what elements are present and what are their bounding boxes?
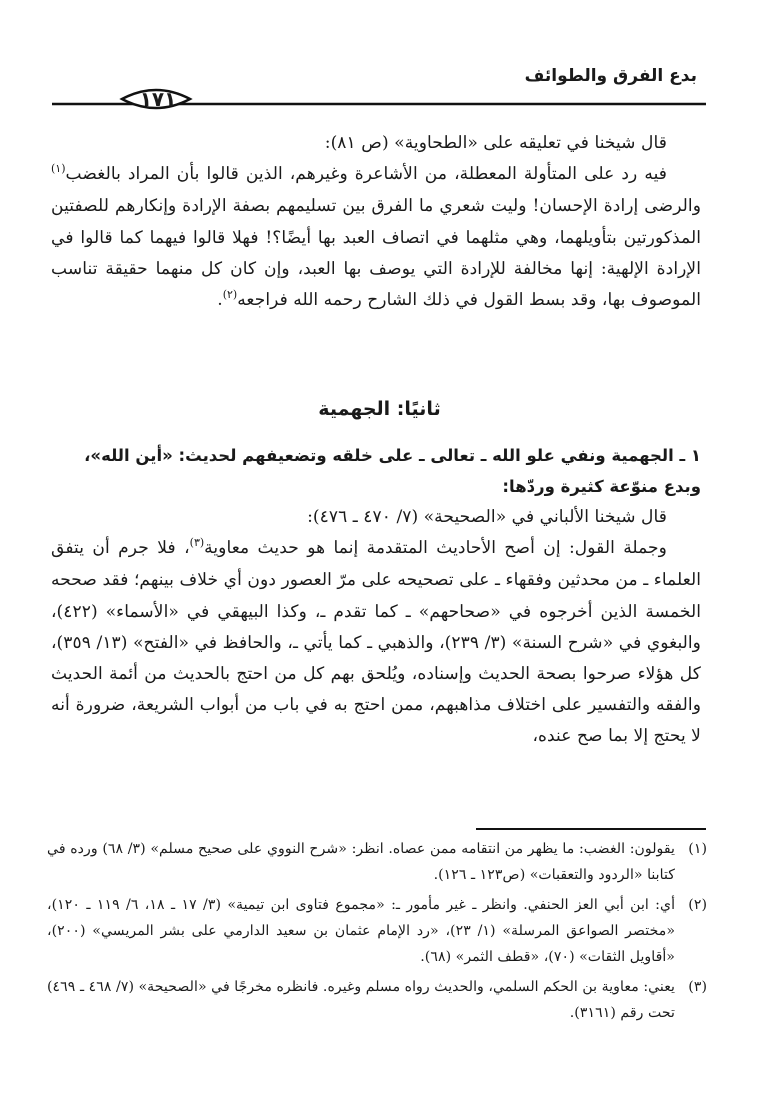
footnote-ref-1[interactable]: (١) [51,162,66,176]
paragraph-one-end: . [217,290,223,311]
footnote-item [47,836,707,888]
footnote-item [47,892,707,970]
paragraph-one [51,159,701,317]
paragraph-two-cont: ، فلا جرم أن يتفق العلماء ـ من محدثين وفقهاء ـ على تصحيحه على مرّ العصور دون أي خلاف بينهم؛ فقد صححه الخمسة الذين أخرجوه في «صحاحهم» ـ كما تقدم ـ، وكذا البيهقي في «الأسماء» (٤٢٢)، والبغوي في «شرح السنة» (٣/ ٢٣٩)، والذهبي ـ كما يأتي ـ، والحافظ في «الفتح» (١٣/ ٣٥٩)، كل هؤلاء صرحوا بصحة الحديث وإسناده، ويُلحق بهم كل من احتج بالحديث من أئمة الحديث والفقه والتفسير على اختلاف مذاهبهم، ممن احتج به في باب من أبواب الشريعة، ضرورة أنه لا يحتج إلا بما صح عنده، [51,538,701,747]
paragraph-one-cont: والرضى إرادة الإحسان! وليت شعري ما الفرق بين تسليمهم بصفة الإرادة وإنكارهم للصفتين المذكورتين بتأويلهما، وهي مثلهما في اتصاف العبد بها أيضًا؟! فهلا قالوا فيهما كما قالوا في الإرادة الإلهية: إنها مخالفة للإرادة التي يوصف بها العبد، وإن كان كل منهما حقيقة تناسب الموصوف بها، وقد بسط القول في ذلك الشارح رحمه الله فراجعه [51,196,701,311]
footnote-text: يقولون: الغضب: ما يظهر من انتقامه ممن عصاه. انظر: «شرح النووي على صحيح مسلم» (٣/ ٦٨) ورده في كتابنا «الردود والتعقبات» (ص١٢٣ ـ ١٢٦). [47,841,676,883]
paragraph-two [51,533,701,752]
quote-intro-albani: قال شيخنا الألباني في «الصحيحة» (٧/ ٤٧٠ ـ ٤٧٦): [307,507,667,527]
footnotes [47,836,707,1030]
section-one [51,128,701,317]
footnote-text: يعني: معاوية بن الحكم السلمي، والحديث رواه مسلم وغيره. فانظره مخرجًا في «الصحيحة» (٧/ ٤٦٨ ـ ٤٦٩) تحت رقم (٣١٦١). [47,979,675,1021]
footnote-number: (٢) [688,897,707,913]
footnote-separator [476,828,706,830]
section-title: ثانيًا: الجهمية [318,398,441,420]
quote-intro: قال شيخنا في تعليقه على «الطحاوية» (ص ٨١): [324,133,667,153]
running-title: بدع الفرق والطوائف [524,66,697,86]
footnote-number: (٣) [688,979,707,995]
footnote-ref-2[interactable]: (٢) [222,288,238,302]
footnote-item [47,974,707,1026]
footnote-ref-3[interactable]: (٣) [189,536,205,550]
footnote-text: أي: ابن أبي العز الحنفي. وانظر ـ غير مأمور ـ: «مجموع فتاوى ابن تيمية» (٣/ ١٧ ـ ١٨، ٦/ ١١٩ ـ ١٢٠)، «مختصر الصواعق المرسلة» (١/ ٢٣)، «رد الإمام عثمان بن سعيد الدارمي على بشر المريسي» (٢٠٠)، «أقاويل الثقات» (٧٠)، «قطف الثمر» (٦٨). [47,897,676,965]
section-two [51,440,701,753]
page-number: ١٧١ [139,87,177,111]
paragraph-one-start: فيه رد على المتأولة المعطلة، من الأشاعرة وغيرهم، الذين قالوا بأن المراد بالغضب [65,164,667,185]
paragraph-two-start: وجملة القول: إن أصح الأحاديث المتقدمة إنما هو حديث معاوية [204,538,667,559]
footnote-number: (١) [688,841,707,857]
sub-heading: ١ ـ الجهمية ونفي علو الله ـ تعالى ـ على خلقه وتضعيفهم لحديث: «أين الله»، وبدع منوّعة كثيرة وردّها: [84,446,701,496]
